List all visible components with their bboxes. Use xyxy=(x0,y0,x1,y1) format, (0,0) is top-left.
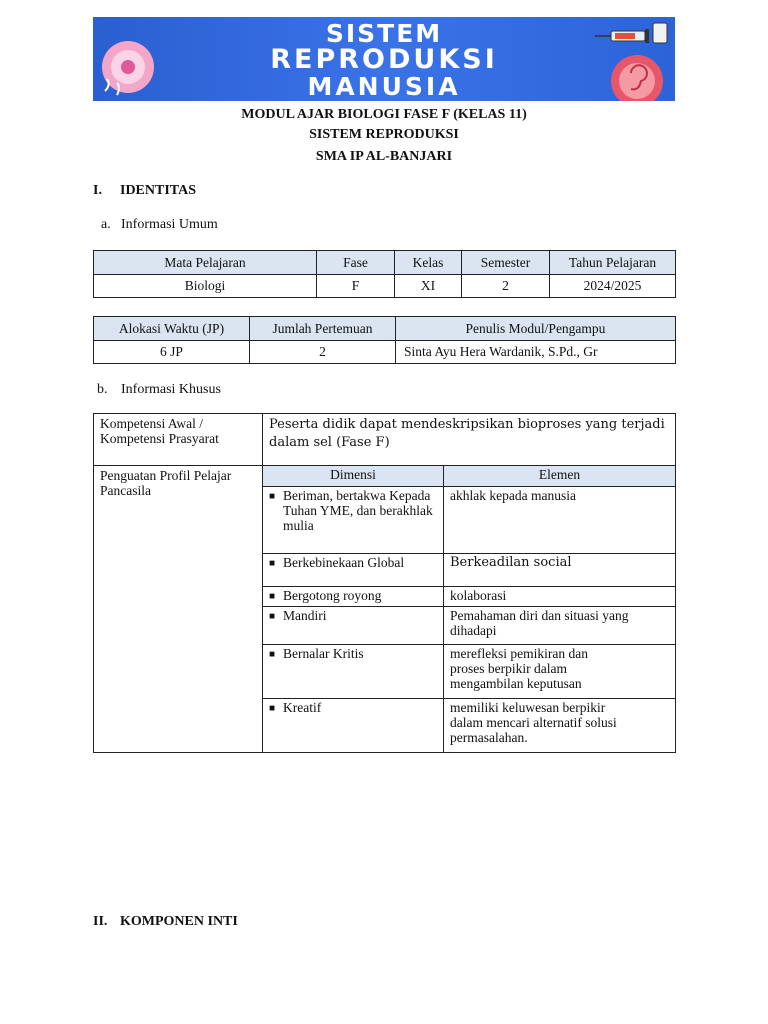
table-cell: 2 xyxy=(250,341,396,364)
table-cell: Sinta Ayu Hera Wardanik, S.Pd., Gr xyxy=(396,341,676,364)
general-info-table xyxy=(93,250,676,298)
table-header: Fase xyxy=(317,251,395,275)
table-cell: Biologi xyxy=(94,275,317,298)
subsection-label: Informasi Umum xyxy=(121,217,218,232)
subsection-informasi-khusus xyxy=(97,382,221,398)
kompetensi-value: Peserta didik dapat mendeskripsikan bioproses yang terjadi dalam sel (Fase F) xyxy=(263,414,676,466)
bullet-icon: ■ xyxy=(269,648,276,660)
bullet-icon: ■ xyxy=(269,490,276,502)
banner-line-3: MANUSIA xyxy=(307,72,461,101)
table-header: Jumlah Pertemuan xyxy=(250,317,396,341)
kompetensi-label: Kompetensi Awal / Kompetensi Prasyarat xyxy=(94,414,263,466)
dimensi-cell xyxy=(263,586,444,606)
elemen-cell: memiliki keluwesan berpikir dalam mencari alternatif solusi permasalahan. xyxy=(444,698,676,752)
section-number: II. xyxy=(93,914,108,929)
table-cell: 2 xyxy=(462,275,550,298)
dimensi-text: Beriman, bertakwa Kepada Tuhan YME, dan berakhlak mulia xyxy=(283,487,433,533)
bullet-icon: ■ xyxy=(269,590,276,602)
table-cell: F xyxy=(317,275,395,298)
bullet-icon: ■ xyxy=(269,702,276,714)
table-header: Kelas xyxy=(395,251,462,275)
table-header: Penulis Modul/Pengampu xyxy=(396,317,676,341)
section-label: IDENTITAS xyxy=(120,183,196,198)
section-number: I. xyxy=(93,183,102,198)
bullet-icon: ■ xyxy=(269,610,276,622)
elemen-cell: kolaborasi xyxy=(444,586,676,606)
table-header: Mata Pelajaran xyxy=(94,251,317,275)
banner-line-2: REPRODUKSI xyxy=(270,44,498,75)
dimensi-cell xyxy=(263,644,444,698)
dimensi-cell xyxy=(263,553,444,586)
elemen-cell: merefleksi pemikiran dan proses berpikir dalam mengambilan keputusan xyxy=(444,644,676,698)
header-banner xyxy=(93,17,675,101)
table-cell: XI xyxy=(395,275,462,298)
elemen-cell: Berkeadilan social xyxy=(444,553,676,586)
dimensi-text: Berkebinekaan Global xyxy=(283,554,405,570)
profil-cell xyxy=(263,466,676,753)
section-identitas xyxy=(93,183,196,199)
banner-line-1: SISTEM xyxy=(325,19,443,48)
dimensi-text: Mandiri xyxy=(283,607,327,623)
document-title: MODUL AJAR BIOLOGI FASE F (KELAS 11) xyxy=(241,107,527,122)
dimensi-cell xyxy=(263,698,444,752)
elemen-cell: Pemahaman diri dan situasi yang dihadapi xyxy=(444,606,676,644)
author-info-table xyxy=(93,316,676,364)
school-name: SMA IP AL-BANJARI xyxy=(315,149,453,164)
table-header: Semester xyxy=(462,251,550,275)
subsection-label: Informasi Khusus xyxy=(121,382,221,397)
table-header: Tahun Pelajaran xyxy=(550,251,676,275)
dimensi-text: Bergotong royong xyxy=(283,587,382,603)
bullet-icon: ■ xyxy=(269,557,276,569)
subsection-number: a. xyxy=(101,217,111,232)
dimensi-text: Bernalar Kritis xyxy=(283,645,364,661)
dimensi-cell xyxy=(263,486,444,553)
profil-label: Penguatan Profil Pelajar Pancasila xyxy=(94,466,263,753)
dimensi-header: Dimensi xyxy=(263,466,444,486)
dimensi-text: Kreatif xyxy=(283,699,322,715)
section-label: KOMPONEN INTI xyxy=(120,914,238,929)
elemen-cell: akhlak kepada manusia xyxy=(444,486,676,553)
subsection-number: b. xyxy=(97,382,108,397)
profil-dimension-table xyxy=(263,466,675,752)
elemen-header: Elemen xyxy=(444,466,676,486)
document-subtitle: SISTEM REPRODUKSI xyxy=(309,127,459,142)
section-komponen-inti xyxy=(93,914,238,930)
table-header: Alokasi Waktu (JP) xyxy=(94,317,250,341)
dimensi-cell xyxy=(263,606,444,644)
table-cell: 2024/2025 xyxy=(550,275,676,298)
specific-info-table xyxy=(93,413,676,753)
table-cell: 6 JP xyxy=(94,341,250,364)
subsection-informasi-umum xyxy=(101,217,218,233)
